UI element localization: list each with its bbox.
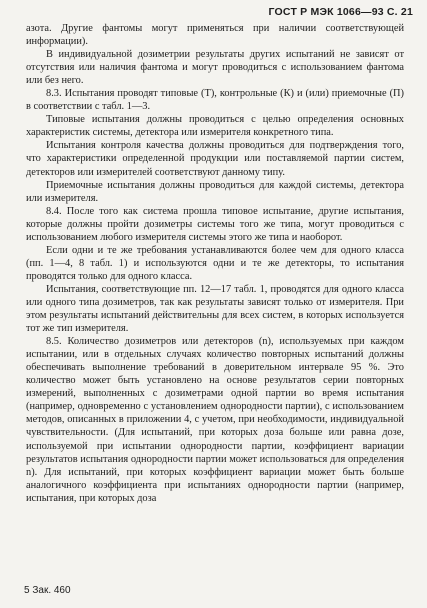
running-header: ГОСТ Р МЭК 1066—93 С. 21 bbox=[268, 6, 413, 18]
paragraph-5: Испытания контроля качества должны проводиться для подтверждения того, что характеристики определенной продукции или поставляемой партии систем, детекторов или измерителей соответствуют данному типу. bbox=[26, 140, 404, 178]
paragraph-8: Если одни и те же требования устанавливаются более чем для одного класса (пп. 1—4, 8 табл. 1) и используются одни и те же детекторы, то испытания проводятся только для одного класса. bbox=[26, 244, 404, 282]
signature-mark: 5 Зак. 460 bbox=[24, 585, 71, 596]
paragraph-4: Типовые испытания должны проводиться с целью определения основных характеристик системы, детектора или измерителя конкретного типа. bbox=[26, 114, 404, 139]
paragraph-6: Приемочные испытания должны проводиться для каждой системы, детектора или измерителя. bbox=[26, 179, 404, 204]
paragraph-1: азота. Другие фантомы могут применяться при наличии соответствующей информации). bbox=[26, 23, 404, 48]
paragraph-10: 8.5. Количество дозиметров или детекторов (n), используемых при каждом испытании, или в отдельных случаях количество повторных испытаний должны обеспечивать выполнение требований в доверительном интервале 95 %. Это количество может быть установлено на основе результатов серии повторных измерений, выполненных с дозиметрами одной партии во время испытания (например, одновременно с установлением однородности партии), с использованием методов, описанных в приложении 4, с учетом, при необходимости, индивидуальной чувствительности. (Для испытаний, при которых доза больше или равна дозе, используемой при испытании однородности партии, коэффициент вариации результатов испытания однородности партии может использоваться для определения n). Для испытаний, при которых коэффициент вариации может быть больше аналогичного коэффициента при испытаниях однородности партии (например, испытания, при которых доза bbox=[26, 336, 404, 504]
paragraph-2: В индивидуальной дозиметрии результаты других испытаний не зависят от отсутствия или наличия фантома и могут проводиться с использованием фантома или без него. bbox=[26, 49, 404, 87]
paragraph-9: Испытания, соответствующие пп. 12—17 табл. 1, проводятся для одного класса или одного типа дозиметров, так как результаты зависят только от измерителя. При этом результаты испытаний действительны для всех систем, в которых используется тот же тип измерителя. bbox=[26, 283, 404, 335]
body-text bbox=[26, 22, 404, 505]
paragraph-7: 8.4. После того как система прошла типовое испытание, другие испытания, которые должны пройти дозиметры системы того же типа, могут проводиться с использованием любого измерителя системы этого же типа и наоборот. bbox=[26, 205, 404, 243]
paragraph-3: 8.3. Испытания проводят типовые (Т), контрольные (К) и (или) приемочные (П) в соответствии с табл. 1—3. bbox=[26, 88, 404, 113]
